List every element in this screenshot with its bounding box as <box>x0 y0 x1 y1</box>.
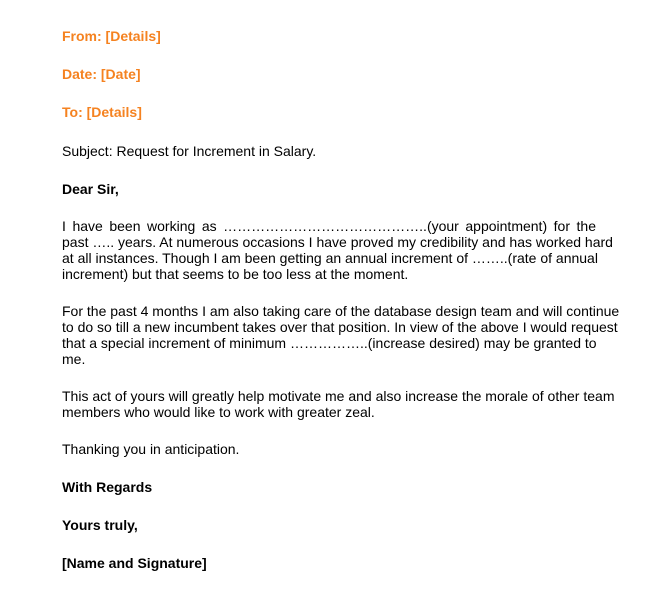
from-line: From: [Details] <box>62 28 161 44</box>
paragraph-line: For the past 4 months I am also taking care of the database design team and will continue <box>62 303 620 319</box>
closing-yours-truly: Yours truly, <box>62 517 138 533</box>
paragraph-line: to do so till a new incumbent takes over that position. In view of the above I would request <box>62 319 618 335</box>
salutation: Dear Sir, <box>62 181 119 197</box>
paragraph-1 <box>62 218 613 282</box>
thanks-line: Thanking you in anticipation. <box>62 441 240 457</box>
date-line: Date: [Date] <box>62 66 141 82</box>
paragraph-line: members who would like to work with greater zeal. <box>62 404 375 420</box>
to-line: To: [Details] <box>62 104 142 120</box>
signature-placeholder: [Name and Signature] <box>62 555 207 571</box>
paragraph-line: that a special increment of minimum ……………..(increase desired) may be granted to <box>62 335 597 351</box>
paragraph-2 <box>62 303 620 367</box>
paragraph-line: I have been working as ……………………………………..(your appointment) for the <box>62 218 596 234</box>
paragraph-3 <box>62 388 615 420</box>
paragraph-line: at all instances. Though I am been getting an annual increment of ……..(rate of annual <box>62 250 598 266</box>
closing-regards: With Regards <box>62 479 153 495</box>
paragraph-line: This act of yours will greatly help motivate me and also increase the morale of other team <box>62 388 615 404</box>
subject-line: Subject: Request for Increment in Salary. <box>62 143 317 159</box>
paragraph-line: me. <box>62 351 86 367</box>
paragraph-line: increment) but that seems to be too less at the moment. <box>62 266 409 282</box>
paragraph-line: past ….. years. At numerous occasions I have proved my credibility and has worked hard <box>62 234 613 250</box>
